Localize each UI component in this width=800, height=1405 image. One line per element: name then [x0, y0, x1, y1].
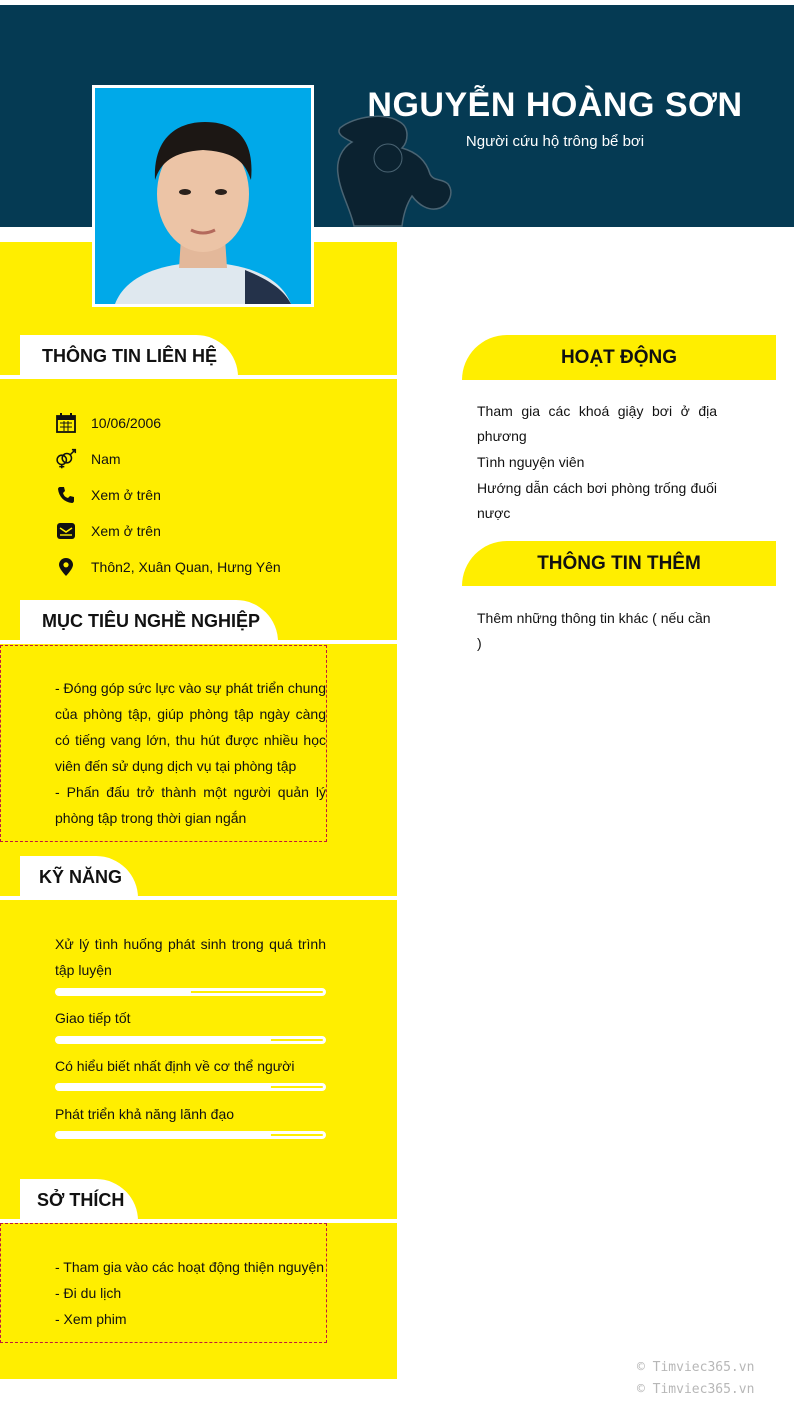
contact-email	[55, 519, 161, 543]
skill-bar-fill	[56, 1037, 271, 1043]
contact-section-title: THÔNG TIN LIÊN HỆ	[20, 335, 238, 377]
skill-label: Phát triển khả năng lãnh đạo	[55, 1106, 235, 1122]
candidate-name: NGUYỄN HOÀNG SƠN	[367, 86, 743, 124]
watermark-text: © Timviec365.vn	[637, 1360, 755, 1375]
skill-bar	[55, 1131, 326, 1139]
extra-info-text: Thêm những thông tin khác ( nếu cần )	[477, 610, 711, 651]
contact-value: Thôn2, Xuân Quan, Hưng Yên	[91, 559, 281, 575]
profile-photo	[92, 85, 314, 307]
hobby-item: - Tham gia vào các hoạt động thiện nguyện	[55, 1259, 325, 1275]
skill-label: Giao tiếp tốt	[55, 1010, 131, 1026]
skill-bar-fill	[56, 989, 191, 995]
email-icon	[55, 520, 77, 542]
activity-item: Tham gia các khoá giậy bơi ở địa phương	[477, 403, 717, 444]
hobby-item: - Đi du lịch	[55, 1285, 122, 1301]
watermark-text: © Timviec365.vn	[637, 1382, 755, 1397]
contact-value: 10/06/2006	[91, 415, 162, 431]
phone-icon	[55, 484, 77, 506]
activity-item: Hướng dẫn cách bơi phòng trống đuối nược	[477, 480, 717, 521]
extra-info-section-title: THÔNG TIN THÊM	[462, 541, 776, 586]
location-pin-icon	[55, 556, 77, 578]
skill-bar-fill	[56, 1084, 271, 1090]
skill-bar	[55, 988, 326, 996]
objective-section-title: MỤC TIÊU NGHỀ NGHIỆP	[20, 600, 278, 642]
skill-bar-fill	[56, 1132, 271, 1138]
contact-gender	[55, 447, 121, 471]
skills-section-title: KỸ NĂNG	[20, 856, 138, 898]
contact-phone	[55, 483, 161, 507]
calendar-icon	[55, 412, 77, 434]
skill-label: Có hiểu biết nhất định về cơ thể người	[55, 1058, 295, 1074]
bodybuilder-silhouette-icon	[330, 108, 455, 228]
contact-value: Nam	[91, 451, 121, 467]
contact-value: Xem ở trên	[91, 523, 161, 539]
contact-address	[55, 555, 281, 579]
contact-value: Xem ở trên	[91, 487, 161, 503]
activity-item: Tình nguyện viên	[477, 454, 585, 470]
skill-bar	[55, 1036, 326, 1044]
activities-section-title: HOẠT ĐỘNG	[462, 335, 776, 380]
hobbies-list	[55, 1254, 326, 1332]
gender-icon	[55, 448, 77, 470]
hobby-item: - Xem phim	[55, 1311, 127, 1327]
contact-birthday	[55, 411, 161, 435]
skill-bar	[55, 1083, 326, 1091]
objective-text: - Đóng góp sức lực vào sự phát triển chung của phòng tập, giúp phòng tập ngày càng có tiếng vang lớn, thu hút được nhiều học viên đến sử dụng dịch vụ tại phòng tập - Phấn đấu trở thành một người quản lý phòng tập trong thời gian ngắn	[55, 680, 326, 826]
person-portrait-icon	[95, 88, 311, 304]
hobbies-section-title: SỞ THÍCH	[20, 1179, 138, 1221]
activities-list	[477, 399, 717, 526]
job-title: Người cứu hộ trông bể bơi	[465, 133, 645, 150]
skill-label: Xử lý tình huống phát sinh trong quá trình tập luyện	[55, 936, 326, 978]
